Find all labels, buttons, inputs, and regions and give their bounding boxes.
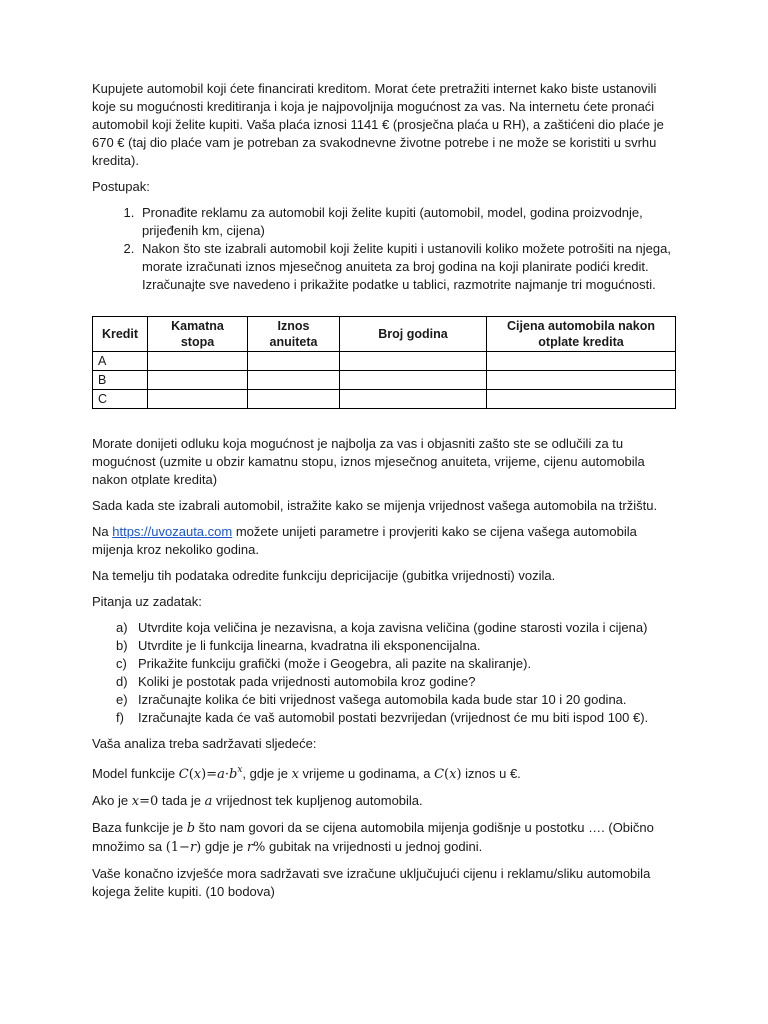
model-cx: C(x)	[434, 767, 462, 782]
link-paragraph	[92, 523, 676, 559]
steps-list	[92, 204, 676, 294]
initial-text-2: tada je	[161, 793, 201, 808]
model-text-1: Model funkcije	[92, 766, 176, 781]
table-row	[93, 352, 676, 371]
base-formula: (1−r)	[165, 840, 202, 855]
question-text: Izračunajte kada će vaš automobil postati bezvrijedan (vrijednost će mu biti ispod 100 €).	[138, 710, 649, 725]
table-row	[93, 390, 676, 409]
table-cell	[340, 390, 487, 409]
model-text-3: vrijeme u godinama, a	[302, 766, 431, 781]
question-label: f)	[116, 710, 124, 725]
model-text-4: iznos u €.	[465, 766, 521, 781]
row-label: B	[93, 371, 148, 390]
model-text-2: , gdje je	[242, 766, 288, 781]
credit-table	[92, 316, 676, 409]
table-cell	[248, 390, 340, 409]
table-cell	[487, 371, 676, 390]
initial-formula: x=0	[131, 794, 159, 809]
question-item	[116, 709, 676, 727]
function-paragraph: Na temelju tih podataka odredite funkciju depricijacije (gubitka vrijednosti) vozila.	[92, 568, 556, 583]
uvozauta-link[interactable]: https://uvozauta.com	[112, 524, 233, 539]
question-text: Utvrdite koja veličina je nezavisna, a koja zavisna veličina (godine starosti vozila i cijena)	[138, 620, 648, 635]
header-kredit: Kredit	[93, 317, 148, 352]
table-cell	[340, 352, 487, 371]
header-kamatna-stopa: Kamatna stopa	[148, 317, 248, 352]
initial-text-1: Ako je	[92, 793, 129, 808]
intro-paragraph: Kupujete automobil koji ćete financirati kreditom. Morat ćete pretražiti internet kako biste ustanovili koje su mogućnosti kreditiranja i koja je najpovoljnija mogućnost za vas. Na internetu ćete pronaći automobil koji želite kupiti. Vaša plaća iznosi 1141 € (prosječna plaća u RH), a zaštićeni dio plaće je 670 € (taj dio plaće vam je potreban za svakodnevne životne potrebe i ne može se koristiti u svrhu kredita).	[92, 81, 664, 168]
question-text: Koliki je postotak pada vrijednosti automobila kroz godine?	[138, 674, 476, 689]
questions-heading: Pitanja uz zadatak:	[92, 594, 202, 609]
table-cell	[487, 352, 676, 371]
question-text: Utvrdite je li funkcija linearna, kvadratna ili eksponencijalna.	[138, 638, 481, 653]
question-item	[116, 619, 676, 637]
model-formula: $C(x)=a\cdot b^x$	[178, 765, 243, 782]
research-paragraph: Sada kada ste izabrali automobil, istražite kako se mijenja vrijednost vašega automobila na tržištu.	[92, 498, 658, 513]
question-item	[116, 655, 676, 673]
header-iznos-anuiteta: Iznos anuiteta	[248, 317, 340, 352]
initial-paragraph	[92, 792, 676, 811]
base-var-b: b	[186, 821, 196, 836]
question-label: c)	[116, 656, 127, 671]
base-text-3: gdje je	[204, 839, 244, 854]
row-label: A	[93, 352, 148, 371]
initial-text-3: vrijednost tek kupljenog automobila.	[215, 793, 423, 808]
question-item	[116, 637, 676, 655]
model-paragraph	[92, 761, 676, 784]
model-var-x: x	[291, 767, 299, 782]
step-item: 1. Pronađite reklamu za automobil koji želite kupiti (automobil, model, godina proizvodnje, prijeđenih km, cijena)	[138, 204, 676, 240]
table-cell	[248, 352, 340, 371]
postupak-heading: Postupak:	[92, 179, 150, 194]
question-item	[116, 673, 676, 691]
question-item	[116, 691, 676, 709]
questions-list	[92, 619, 676, 727]
table-cell	[340, 371, 487, 390]
link-suffix: možete unijeti parametre i provjeriti kako se cijena vašega automobila mijenja kroz nekoliko godina.	[92, 524, 637, 557]
base-text-2: što nam govori da se cijena automobila mijenja godišnje u postotku …. (Obično množimo sa	[92, 820, 654, 854]
table-cell	[487, 390, 676, 409]
initial-var-a: a	[204, 794, 213, 809]
base-text-4: gubitak na vrijednosti u jednoj godini.	[269, 839, 483, 854]
header-cijena-automobila: Cijena automobila nakon otplate kredita	[487, 317, 676, 352]
row-label: C	[93, 390, 148, 409]
base-text-1: Baza funkcije je	[92, 820, 184, 835]
step-item: 2. Nakon što ste izabrali automobil koji želite kupiti i ustanovili koliko možete potrošiti na njega, morate izračunati iznos mjesečnog anuiteta za broj godina na koji planirate podići kredit. Izračunajte sve navedeno i prikažite podatke u tablici, razmotrite najmanje tri mogućnosti.	[138, 240, 676, 294]
table-row	[93, 371, 676, 390]
decision-paragraph: Morate donijeti odluku koja mogućnost je najbolja za vas i objasniti zašto ste se odlučili za tu mogućnost (uzmite u obzir kamatnu stopu, iznos mjesečnog anuiteta, vrijeme, cijenu automobila nakon otplate kredita)	[92, 436, 645, 487]
question-label: e)	[116, 692, 128, 707]
question-label: d)	[116, 674, 128, 689]
question-label: b)	[116, 638, 128, 653]
base-paragraph	[92, 819, 676, 857]
question-text: Izračunajte kolika će biti vrijednost vašega automobila kada bude star 10 i 20 godina.	[138, 692, 627, 707]
table-header-row	[93, 317, 676, 352]
question-label: a)	[116, 620, 128, 635]
link-prefix: Na	[92, 524, 109, 539]
table-cell	[148, 352, 248, 371]
table-cell	[148, 371, 248, 390]
table-cell	[248, 371, 340, 390]
analysis-heading: Vaša analiza treba sadržavati sljedeće:	[92, 736, 317, 751]
question-text: Prikažite funkciju grafički (može i Geogebra, ali pazite na skaliranje).	[138, 656, 532, 671]
header-broj-godina: Broj godina	[340, 317, 487, 352]
table-cell	[148, 390, 248, 409]
base-percent: r%	[246, 840, 266, 855]
final-paragraph: Vaše konačno izvješće mora sadržavati sve izračune uključujući cijenu i reklamu/sliku automobila kojega želite kupiti. (10 bodova)	[92, 866, 651, 899]
